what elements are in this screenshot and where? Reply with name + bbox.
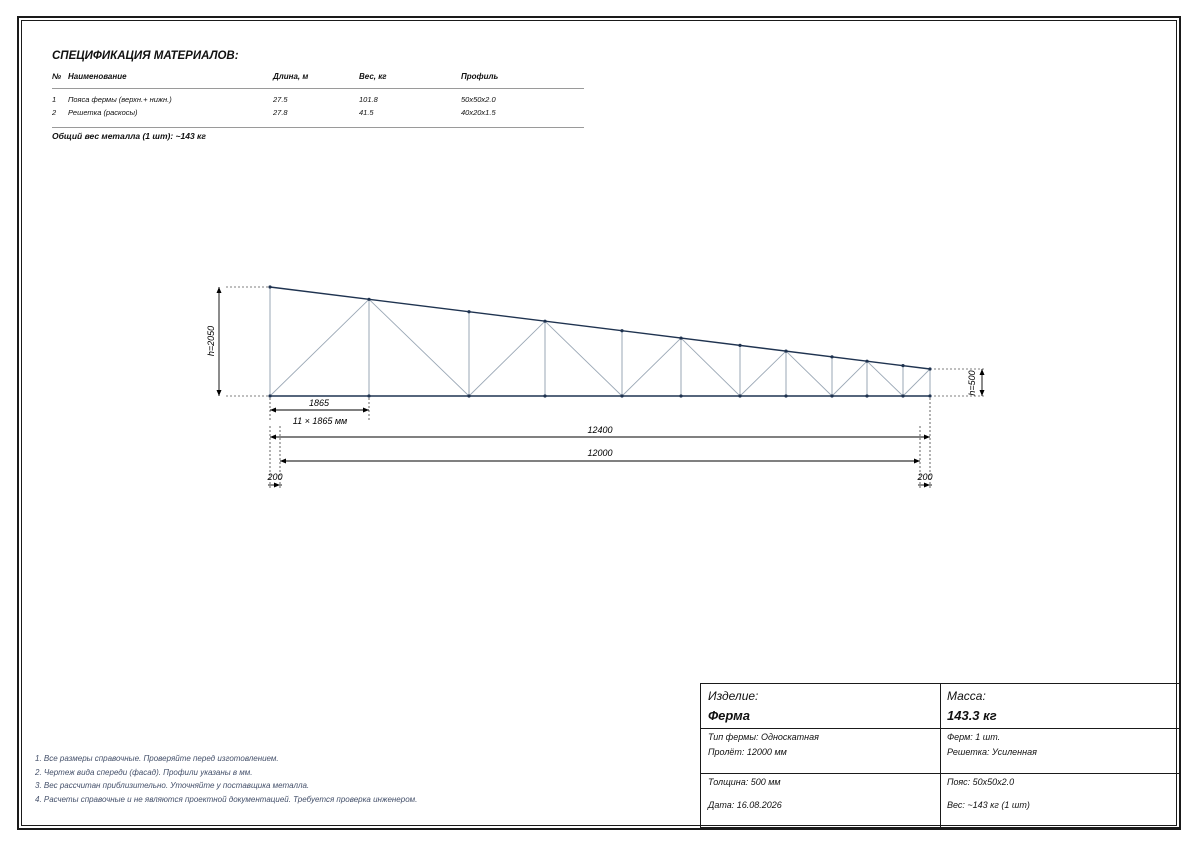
spec-cell-no: 1 bbox=[52, 95, 57, 104]
truss-node bbox=[784, 350, 787, 353]
dimension-arrow bbox=[274, 483, 280, 488]
spec-header-name: Наименование bbox=[68, 72, 127, 81]
truss-diagonal bbox=[867, 361, 903, 396]
truss-type: Тип фермы: Односкатная bbox=[708, 732, 819, 742]
dim-panel-count: 11 × 1865 мм bbox=[292, 416, 348, 426]
dim-support-right: 200 bbox=[917, 472, 933, 482]
truss-node bbox=[543, 320, 546, 323]
truss-node bbox=[830, 394, 833, 397]
spec-header-length: Длина, м bbox=[273, 72, 309, 81]
chord-profile: Пояс: 50x50x2.0 bbox=[947, 777, 1015, 787]
truss-diagonal bbox=[270, 299, 369, 396]
spec-cell-name: Пояса фермы (верхн.+ нижн.) bbox=[68, 95, 172, 104]
dimension-arrow bbox=[270, 408, 276, 413]
spec-cell-profile: 50x50x2.0 bbox=[461, 95, 496, 104]
truss-node bbox=[901, 364, 904, 367]
spec-cell-no: 2 bbox=[52, 108, 57, 117]
spec-cell-length: 27.5 bbox=[273, 95, 288, 104]
product-value: Ферма bbox=[708, 708, 750, 723]
truss-diagonal bbox=[681, 338, 740, 396]
spec-cell-weight: 101.8 bbox=[359, 95, 378, 104]
date: Дата: 16.08.2026 bbox=[708, 800, 782, 810]
note-item: 2. Чертеж вида спереди (фасад). Профили указаны в мм. bbox=[35, 767, 253, 777]
spec-cell-profile: 40x20x1.5 bbox=[461, 108, 496, 117]
lattice-type: Решетка: Усиленная bbox=[947, 747, 1037, 757]
truss-span: Пролёт: 12000 мм bbox=[708, 747, 787, 757]
drawing-notes bbox=[35, 754, 417, 808]
weight: Вес: ~143 кг (1 шт) bbox=[947, 800, 1030, 810]
spec-total: Общий вес металла (1 шт): ~143 кг bbox=[52, 131, 206, 141]
truss-members bbox=[270, 287, 930, 396]
thickness: Толщина: 500 мм bbox=[708, 777, 781, 787]
truss-node bbox=[738, 394, 741, 397]
truss-node bbox=[679, 336, 682, 339]
dim-overall-length: 12400 bbox=[587, 425, 613, 435]
dimension-arrow bbox=[924, 435, 930, 440]
note-item: 1. Все размеры справочные. Проверяйте перед изготовлением. bbox=[35, 754, 279, 763]
dimension-arrow bbox=[217, 287, 222, 293]
spec-cell-weight: 41.5 bbox=[359, 108, 374, 117]
truss-node bbox=[620, 329, 623, 332]
truss-node bbox=[901, 394, 904, 397]
dimension-arrow bbox=[914, 459, 920, 464]
dimension-arrow bbox=[217, 390, 222, 396]
truss-node bbox=[738, 344, 741, 347]
truss-diagonal bbox=[545, 321, 622, 396]
truss-diagonal bbox=[469, 321, 545, 396]
dim-support-left: 200 bbox=[267, 472, 283, 482]
title-block-divider bbox=[940, 684, 941, 827]
truss-node bbox=[784, 394, 787, 397]
dimension-arrow bbox=[280, 459, 286, 464]
truss-node bbox=[467, 310, 470, 313]
note-item: 4. Расчеты справочные и не являются проектной документацией. Требуется проверка инженером. bbox=[35, 794, 418, 804]
truss-node bbox=[865, 394, 868, 397]
truss-node bbox=[620, 394, 623, 397]
truss-node bbox=[830, 355, 833, 358]
dimension-arrow bbox=[270, 435, 276, 440]
title-block bbox=[700, 683, 1181, 828]
truss-node bbox=[928, 367, 931, 370]
truss-diagonal bbox=[369, 299, 469, 396]
truss-diagonal bbox=[832, 361, 867, 396]
dimension-arrow bbox=[980, 369, 985, 375]
truss-diagonal bbox=[622, 338, 681, 396]
title-block-divider bbox=[701, 728, 1180, 729]
truss-diagonal bbox=[740, 351, 786, 396]
truss-node bbox=[467, 394, 470, 397]
spec-cell-length: 27.8 bbox=[273, 108, 288, 117]
truss-node bbox=[543, 394, 546, 397]
title-block-divider bbox=[701, 773, 1180, 774]
spec-cell-name: Решетка (раскосы) bbox=[68, 108, 138, 117]
truss-node bbox=[928, 394, 931, 397]
truss-node bbox=[268, 285, 271, 288]
dim-panel-width: 1865 bbox=[308, 398, 330, 408]
dim-height-right: h=500 bbox=[967, 370, 977, 396]
mass-label: Масса: bbox=[947, 689, 986, 703]
dim-span: 12000 bbox=[587, 448, 613, 458]
dimension-arrow bbox=[980, 390, 985, 396]
truss-diagonal bbox=[786, 351, 832, 396]
spec-header-weight: Вес, кг bbox=[359, 72, 387, 81]
dimension-arrow bbox=[924, 483, 930, 488]
truss-diagonal bbox=[903, 369, 930, 396]
truss-node bbox=[367, 394, 370, 397]
mass-value: 143.3 кг bbox=[947, 708, 997, 723]
dimension-lines bbox=[217, 287, 987, 490]
spec-header-profile: Профиль bbox=[461, 72, 499, 81]
dim-height-left: h=2050 bbox=[206, 325, 216, 357]
spec-title: СПЕЦИФИКАЦИЯ МАТЕРИАЛОВ: bbox=[52, 50, 239, 62]
truss-node bbox=[865, 360, 868, 363]
product-label: Изделие: bbox=[708, 689, 759, 703]
spec-header-no: № bbox=[52, 72, 62, 81]
note-item: 3. Вес рассчитан приблизительно. Уточняйте у поставщика металла. bbox=[35, 781, 310, 790]
truss-count: Ферм: 1 шт. bbox=[947, 732, 1001, 742]
dimension-arrow bbox=[363, 408, 369, 413]
truss-node bbox=[367, 298, 370, 301]
truss-node bbox=[679, 394, 682, 397]
truss-node bbox=[268, 394, 271, 397]
